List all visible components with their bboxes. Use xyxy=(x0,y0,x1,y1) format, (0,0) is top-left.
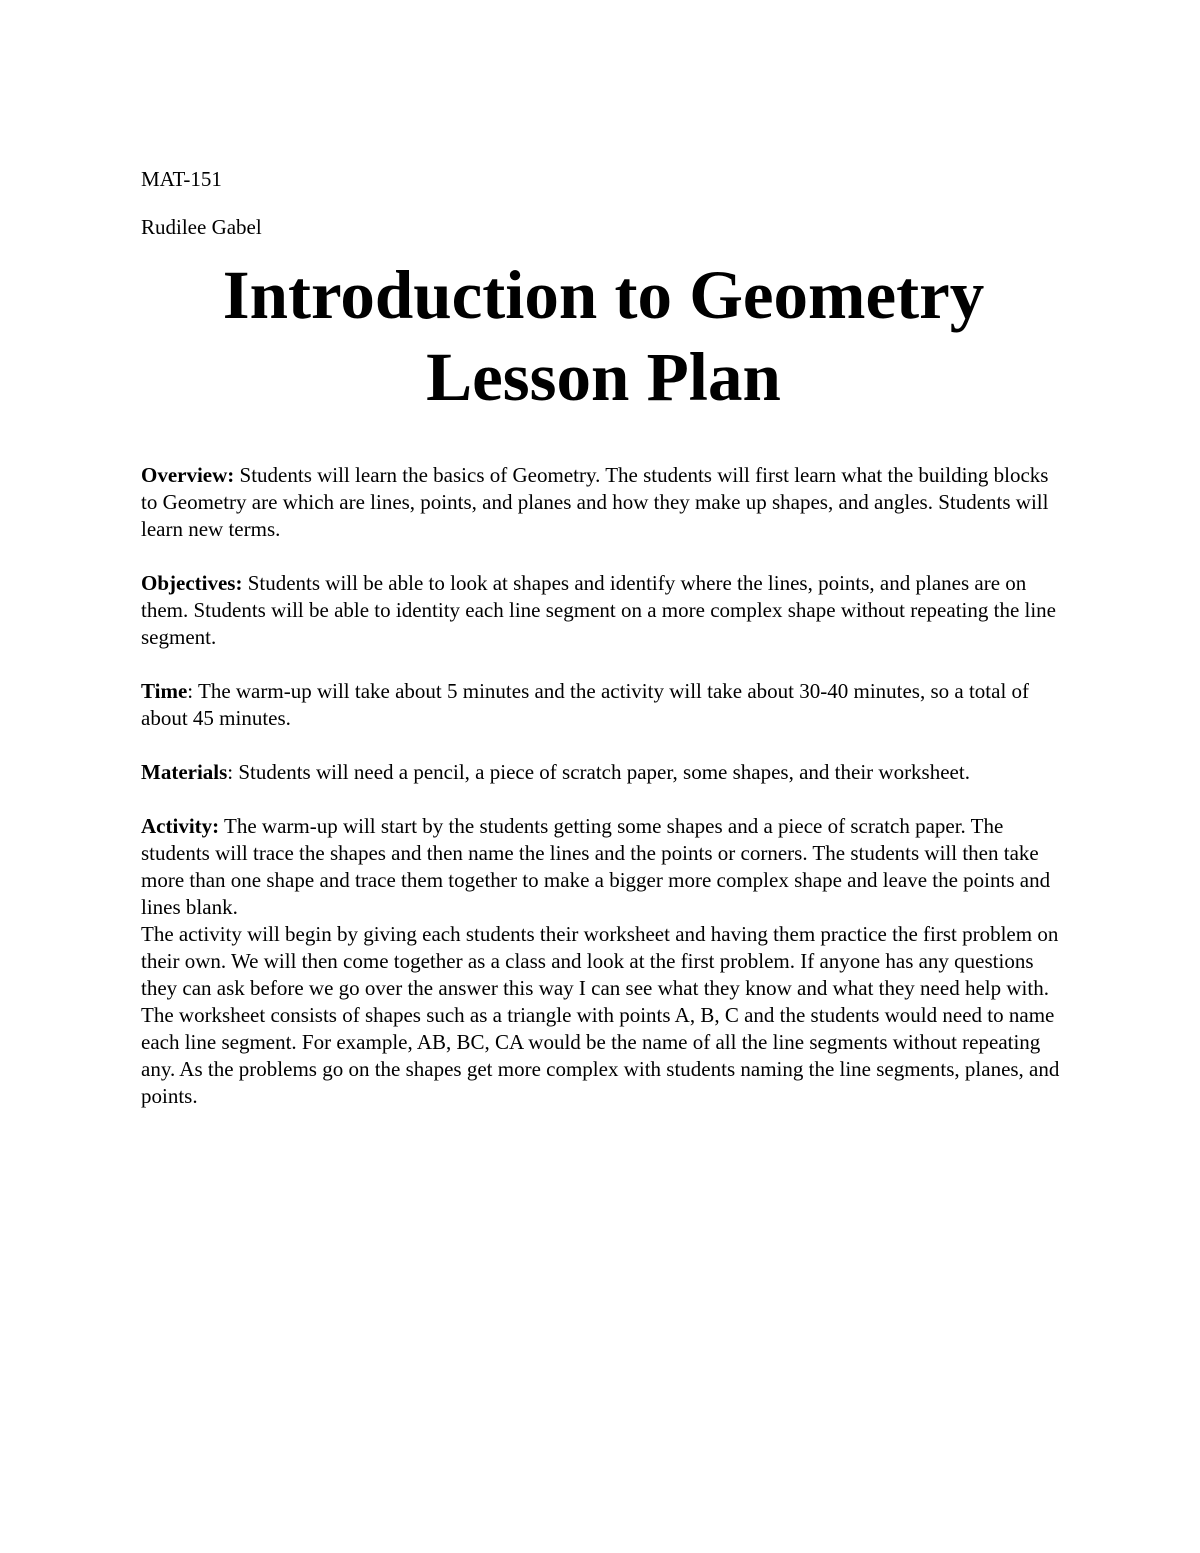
activity-section xyxy=(141,813,1066,1110)
author-name: Rudilee Gabel xyxy=(141,215,262,239)
overview-section xyxy=(141,462,1066,543)
title-line-2: Lesson Plan xyxy=(426,339,781,415)
document-body xyxy=(141,164,1066,1110)
document-title xyxy=(141,254,1066,418)
course-code: MAT-151 xyxy=(141,167,222,191)
time-section xyxy=(141,678,1066,732)
time-label: Time xyxy=(141,679,188,703)
objectives-label: Objectives: xyxy=(141,571,243,595)
activity-text-continued: The activity will begin by giving each students their worksheet and having them practice the first problem on their own. We will then come together as a class and look at the first problem. If anyone has any questions they can ask before we go over the answer this way I can see what they know and what they need help with. The worksheet consists of shapes such as a triangle with points A, B, C and the students would need to name each line segment. For example, AB, BC, CA would be the name of all the line segments without repeating any. As the problems go on the shapes get more complex with students naming the line segments, planes, and points. xyxy=(141,922,1060,1108)
activity-label: Activity: xyxy=(141,814,220,838)
objectives-section xyxy=(141,570,1066,651)
overview-label: Overview: xyxy=(141,463,235,487)
materials-text: : Students will need a pencil, a piece of scratch paper, some shapes, and their worksheet. xyxy=(227,760,970,784)
materials-label: Materials xyxy=(141,760,228,784)
time-text: : The warm-up will take about 5 minutes and the activity will take about 30-40 minutes, so a total of about 45 minutes. xyxy=(141,679,1030,730)
activity-text: The warm-up will start by the students getting some shapes and a piece of scratch paper. The students will trace the shapes and then name the lines and the points or corners. The students will then take more than one shape and trace them together to make a bigger more complex shape and leave the points and lines blank. xyxy=(141,814,1051,919)
overview-text: Students will learn the basics of Geometry. The students will first learn what the building blocks to Geometry are which are lines, points, and planes and how they make up shapes, and angles. Students will learn new terms. xyxy=(141,463,1049,541)
materials-section xyxy=(141,759,1066,786)
title-line-1: Introduction to Geometry xyxy=(222,257,985,333)
objectives-text: Students will be able to look at shapes and identify where the lines, points, and planes are on them. Students will be able to identity each line segment on a more complex shape without repeating the line segment. xyxy=(141,571,1057,649)
